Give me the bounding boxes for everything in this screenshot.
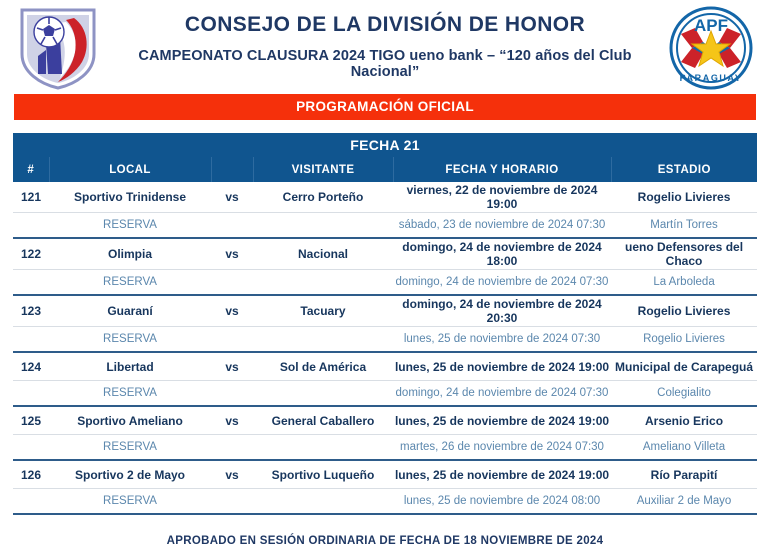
reserva-stadium: Martín Torres [611, 213, 757, 239]
reserva-datetime: lunes, 25 de noviembre de 2024 08:00 [393, 489, 611, 515]
match-datetime: lunes, 25 de noviembre de 2024 19:00 [393, 460, 611, 489]
reserva-datetime: lunes, 25 de noviembre de 2024 07:30 [393, 327, 611, 353]
reserva-vs-spacer [211, 435, 253, 461]
table-row [13, 406, 757, 435]
reserva-stadium: Ameliano Villeta [611, 435, 757, 461]
reserva-datetime: sábado, 23 de noviembre de 2024 07:30 [393, 213, 611, 239]
match-datetime: viernes, 22 de noviembre de 2024 19:00 [393, 182, 611, 213]
match-datetime: domingo, 24 de noviembre de 2024 18:00 [393, 238, 611, 270]
schedule-table-container [13, 133, 757, 515]
match-datetime: domingo, 24 de noviembre de 2024 20:30 [393, 295, 611, 327]
match-datetime: lunes, 25 de noviembre de 2024 19:00 [393, 352, 611, 381]
reserva-row [13, 435, 757, 461]
vs-label: vs [211, 352, 253, 381]
table-row [13, 182, 757, 213]
reserva-label: RESERVA [49, 435, 211, 461]
header-titles [105, 12, 665, 80]
match-stadium: ueno Defensores del Chaco [611, 238, 757, 270]
column-header-visitante: VISITANTE [253, 157, 393, 182]
table-row [13, 238, 757, 270]
vs-label: vs [211, 295, 253, 327]
table-bottom-border [13, 514, 757, 515]
reserva-number-spacer [13, 270, 49, 296]
page-title: CONSEJO DE LA DIVISIÓN DE HONOR [184, 12, 586, 36]
reserva-label: RESERVA [49, 213, 211, 239]
match-datetime: lunes, 25 de noviembre de 2024 19:00 [393, 406, 611, 435]
vs-label: vs [211, 182, 253, 213]
match-stadium: Río Parapití [611, 460, 757, 489]
home-team: Libertad [49, 352, 211, 381]
match-number: 121 [13, 182, 49, 213]
away-team: Nacional [253, 238, 393, 270]
reserva-row [13, 270, 757, 296]
reserva-label: RESERVA [49, 381, 211, 407]
away-team: Tacuary [253, 295, 393, 327]
approval-note: APROBADO EN SESIÓN ORDINARIA DE FECHA DE 18 NOVIEMBRE DE 2024 [166, 535, 604, 547]
vs-label: vs [211, 406, 253, 435]
home-team: Sportivo Trinidense [49, 182, 211, 213]
reserva-stadium: Colegialito [611, 381, 757, 407]
table-row [13, 295, 757, 327]
match-stadium: Arsenio Erico [611, 406, 757, 435]
reserva-away-spacer [253, 489, 393, 515]
table-row [13, 352, 757, 381]
match-stadium: Municipal de Carapeguá [611, 352, 757, 381]
reserva-away-spacer [253, 213, 393, 239]
home-team: Guaraní [49, 295, 211, 327]
programacion-oficial-banner: PROGRAMACIÓN OFICIAL [14, 94, 756, 120]
division-de-honor-shield-logo [16, 4, 100, 90]
match-number: 124 [13, 352, 49, 381]
reserva-number-spacer [13, 327, 49, 353]
reserva-row [13, 381, 757, 407]
column-header-fecha: FECHA Y HORARIO [393, 157, 611, 182]
apf-logo-text: APF [694, 16, 728, 35]
reserva-label: RESERVA [49, 489, 211, 515]
schedule-table [13, 133, 757, 515]
fecha-title: FECHA 21 [13, 133, 757, 157]
reserva-datetime: domingo, 24 de noviembre de 2024 07:30 [393, 270, 611, 296]
reserva-vs-spacer [211, 381, 253, 407]
match-number: 122 [13, 238, 49, 270]
reserva-number-spacer [13, 213, 49, 239]
reserva-stadium: Auxiliar 2 de Mayo [611, 489, 757, 515]
reserva-number-spacer [13, 381, 49, 407]
page-header [0, 0, 770, 92]
reserva-stadium: Rogelio Livieres [611, 327, 757, 353]
match-number: 125 [13, 406, 49, 435]
fecha-title-row [13, 133, 757, 157]
reserva-away-spacer [253, 381, 393, 407]
reserva-vs-spacer [211, 489, 253, 515]
reserva-vs-spacer [211, 327, 253, 353]
reserva-away-spacer [253, 435, 393, 461]
home-team: Olimpia [49, 238, 211, 270]
reserva-away-spacer [253, 270, 393, 296]
reserva-datetime: martes, 26 de noviembre de 2024 07:30 [393, 435, 611, 461]
reserva-label: RESERVA [49, 327, 211, 353]
reserva-away-spacer [253, 327, 393, 353]
column-header-local: LOCAL [49, 157, 211, 182]
match-number: 126 [13, 460, 49, 489]
table-header-row [13, 157, 757, 182]
reserva-number-spacer [13, 435, 49, 461]
reserva-datetime: domingo, 24 de noviembre de 2024 07:30 [393, 381, 611, 407]
apf-paraguay-logo [668, 4, 754, 92]
reserva-label: RESERVA [49, 270, 211, 296]
table-row [13, 460, 757, 489]
column-header-estadio: ESTADIO [611, 157, 757, 182]
match-stadium: Rogelio Livieres [611, 295, 757, 327]
column-header-vs [211, 157, 253, 182]
vs-label: vs [211, 460, 253, 489]
reserva-row [13, 213, 757, 239]
match-stadium: Rogelio Livieres [611, 182, 757, 213]
page-subtitle: CAMPEONATO CLAUSURA 2024 TIGO ueno bank – “120 años del Club Nacional” [138, 48, 632, 81]
away-team: General Caballero [253, 406, 393, 435]
away-team: Sol de América [253, 352, 393, 381]
away-team: Cerro Porteño [253, 182, 393, 213]
column-header-num: # [13, 157, 49, 182]
match-number: 123 [13, 295, 49, 327]
reserva-stadium: La Arboleda [611, 270, 757, 296]
home-team: Sportivo 2 de Mayo [49, 460, 211, 489]
reserva-row [13, 327, 757, 353]
vs-label: vs [211, 238, 253, 270]
reserva-row [13, 489, 757, 515]
reserva-vs-spacer [211, 270, 253, 296]
apf-logo-country: PARAGUAY [679, 73, 743, 83]
reserva-number-spacer [13, 489, 49, 515]
home-team: Sportivo Ameliano [49, 406, 211, 435]
reserva-vs-spacer [211, 213, 253, 239]
away-team: Sportivo Luqueño [253, 460, 393, 489]
